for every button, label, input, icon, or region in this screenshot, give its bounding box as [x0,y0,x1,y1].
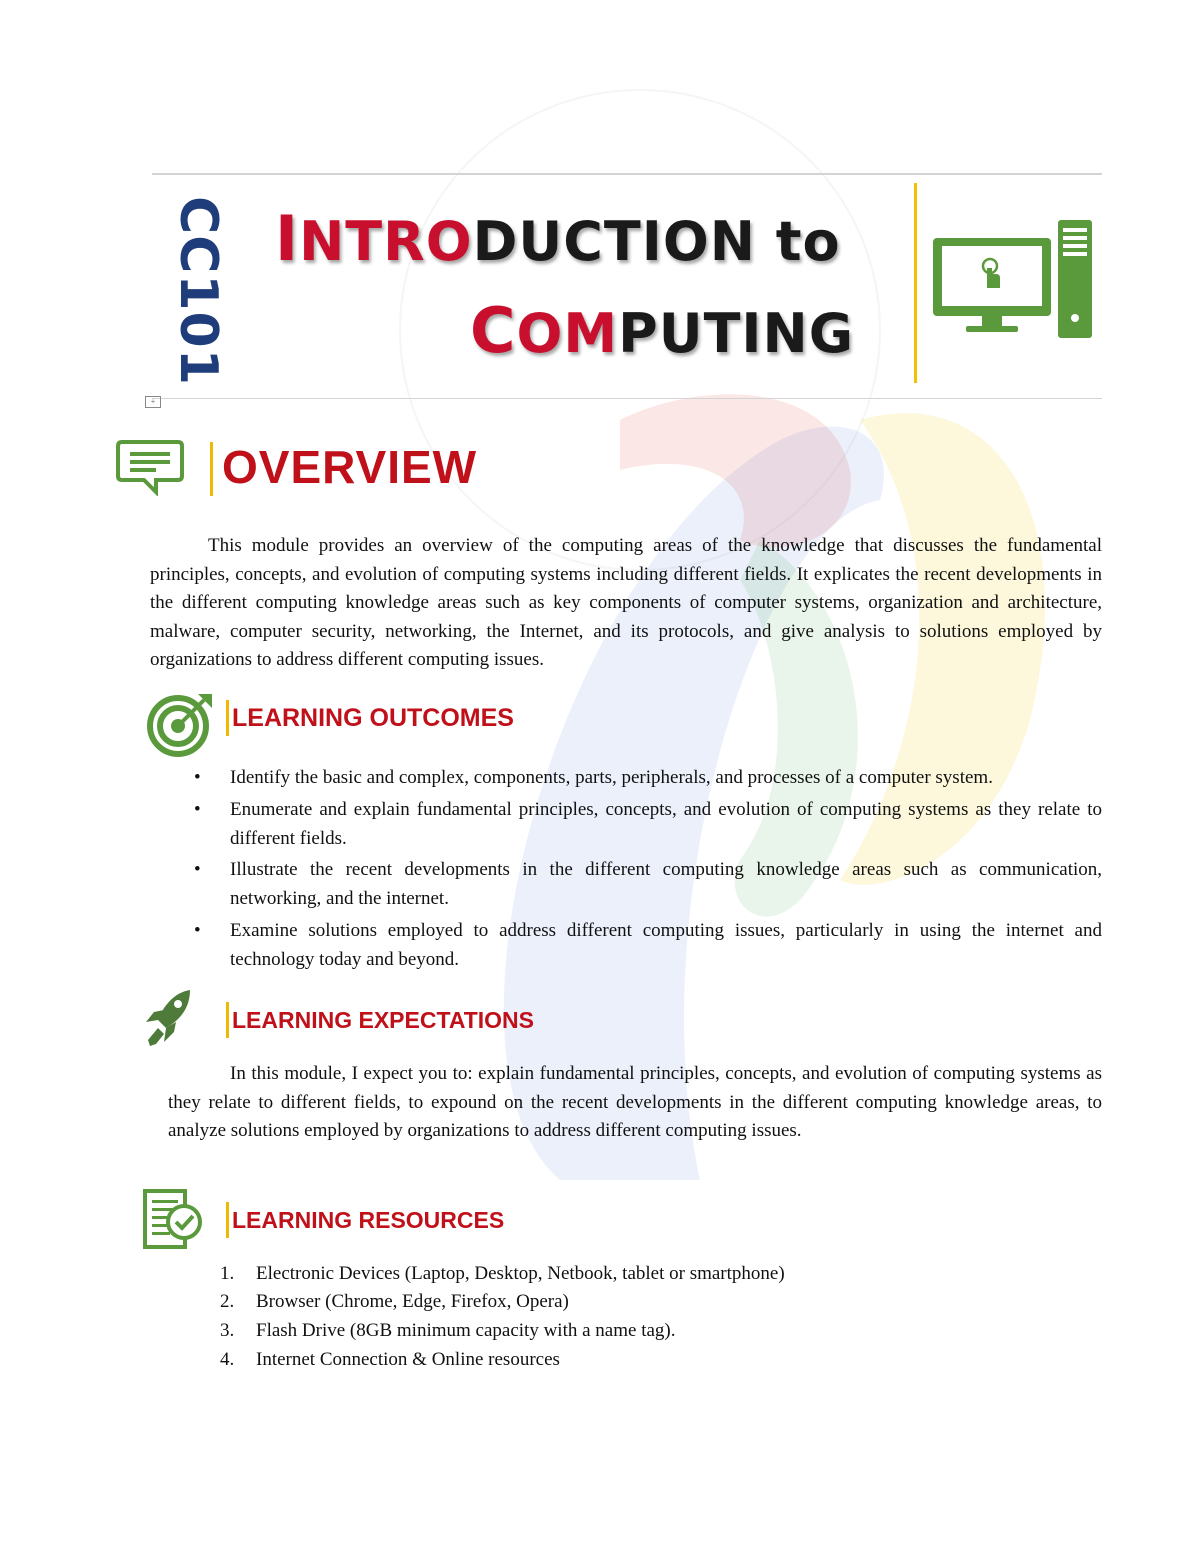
bullet-icon: • [194,920,201,941]
checklist-icon [142,1188,204,1250]
expectations-accent-bar [226,1002,229,1038]
expectations-paragraph: In this module, I expect you to: explain fundamental principles, concepts, and evolution of computing systems as they relate to different fields, to expound on the recent developments in the different computing knowledge areas, to analyze solutions employed by organizations to address different computing issues. [168,1063,1102,1141]
anchor-mark-icon: + [145,396,161,408]
target-icon [146,690,216,758]
outcome-item: • Examine solutions employed to address different computing issues, particularly in using the internet and technology today and beyond. [230,917,1102,974]
expectations-heading: LEARNING EXPECTATIONS [232,1007,534,1033]
header-separator [914,183,917,383]
computer-touch-icon [930,218,1095,340]
speech-bubble-icon [116,438,184,496]
bullet-icon: • [194,767,201,788]
resource-item: 2. Browser (Chrome, Edge, Firefox, Opera) [220,1291,569,1312]
resources-heading: LEARNING RESOURCES [232,1207,505,1233]
resource-item: 4. Internet Connection & Online resources [220,1349,560,1370]
outcome-item: • Identify the basic and complex, components, parts, peripherals, and processes of a computer system. [230,764,1102,793]
resource-item: 3. Flash Drive (8GB minimum capacity with a name tag). [220,1320,676,1341]
title-line-2: COMPUTING [470,294,855,367]
overview-accent-bar [210,442,213,496]
outcome-item: • Enumerate and explain fundamental principles, concepts, and evolution of computing systems as they relate to different fields. [230,796,1102,853]
header-top-rule [152,173,1102,175]
bullet-icon: • [194,799,201,820]
resource-item: 1. Electronic Devices (Laptop, Desktop, Netbook, tablet or smartphone) [220,1263,785,1284]
bullet-icon: • [194,859,201,880]
course-code: CC101 [168,196,228,386]
outcomes-heading: LEARNING OUTCOMES [232,704,514,732]
outcomes-accent-bar [226,700,229,736]
header-bottom-rule [152,398,1102,399]
resources-accent-bar [226,1202,229,1238]
overview-heading: OVERVIEW [222,441,478,493]
rocket-icon [140,986,196,1050]
outcome-item: • Illustrate the recent developments in the different computing knowledge areas such as communication, networking, and the internet. [230,856,1102,913]
overview-paragraph: This module provides an overview of the computing areas of the knowledge that discusses the fundamental principles, concepts, and evolution of computing systems including different fields. It explicates the recent developments in the different computing knowledge areas such as key components of computer systems, organization and architecture, malware, computer security, networking, the Internet, and its protocols, and give analysis to solutions employed by organizations to address different computing issues. [150,535,1102,670]
title-line-1: INTRODUCTION to [275,202,841,275]
